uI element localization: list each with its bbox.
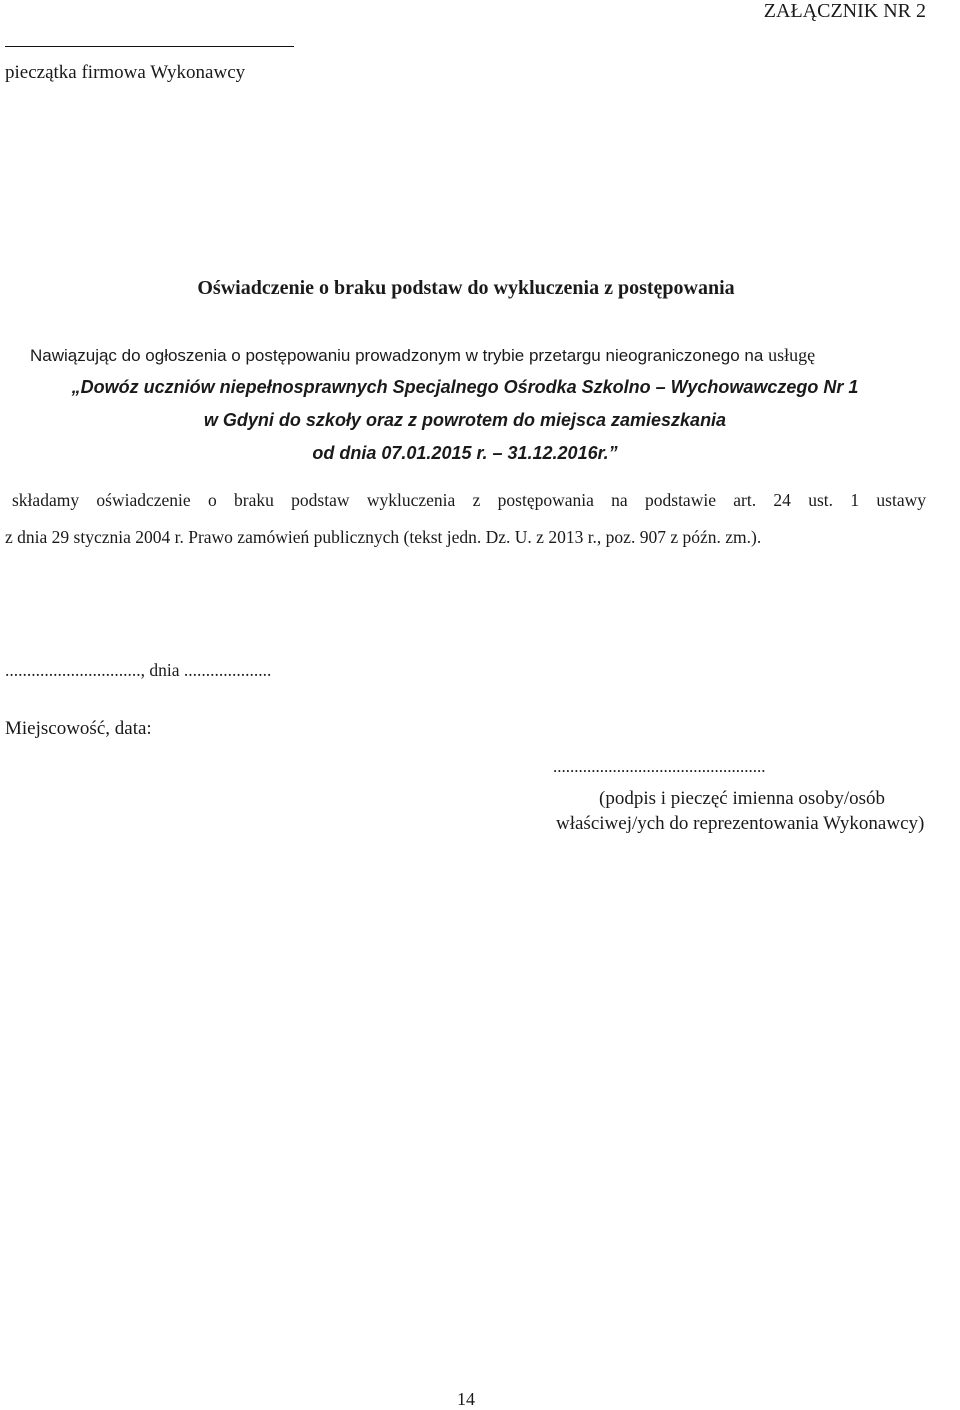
stamp-label: pieczątka firmowa Wykonawcy	[5, 62, 246, 83]
page-number: 14	[457, 1389, 475, 1409]
signature-caption-line-2: właściwej/ych do reprezentowania Wykonawcy)	[556, 813, 925, 834]
attachment-label: ZAŁĄCZNIK NR 2	[763, 0, 926, 22]
signature-caption-line-1: (podpis i pieczęć imienna osoby/osób	[599, 788, 885, 809]
intro-text: Nawiązując do ogłoszenia o postępowaniu prowadzonym w trybie przetargu nieograniczonego na	[30, 346, 764, 365]
signature-dotted-line: ..................................................	[553, 757, 766, 776]
statement-line-2: z dnia 29 stycznia 2004 r. Prawo zamówień publicznych (tekst jedn. Dz. U. z 2013 r., poz. 907 z późn. zm.).	[5, 527, 762, 547]
statement-line-1: składamy oświadczenie o braku podstaw wykluczenia z postępowania na podstawie art. 24 ust. 1 ustawy	[12, 490, 926, 510]
place-date-line: ..............................., dnia ....................	[5, 660, 272, 680]
subject-line-3: od dnia 07.01.2015 r. – 31.12.2016r.”	[312, 443, 618, 463]
intro-last-word: usługę	[768, 345, 816, 365]
stamp-signature-line	[5, 46, 294, 47]
place-date-label: Miejscowość, data:	[5, 718, 152, 739]
intro-paragraph	[30, 345, 815, 366]
subject-line-2: w Gdyni do szkoły oraz z powrotem do miejsca zamieszkania	[203, 410, 727, 430]
document-title: Oświadczenie o braku podstaw do wykluczenia z postępowania	[197, 277, 735, 299]
subject-line-1: „Dowóz uczniów niepełnosprawnych Specjalnego Ośrodka Szkolno – Wychowawczego Nr 1	[71, 377, 859, 397]
